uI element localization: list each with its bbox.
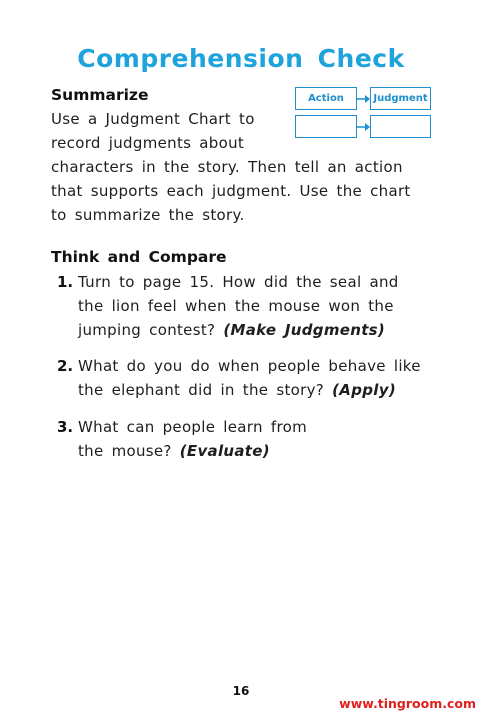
question-number: 3. bbox=[57, 418, 74, 436]
summarize-line: characters in the story. Then tell an action bbox=[51, 158, 403, 176]
arrow-right-icon bbox=[357, 120, 371, 134]
chart-header-judgment: Judgment bbox=[370, 87, 431, 110]
chart-cell-judgment bbox=[370, 115, 431, 138]
watermark: www.tingroom.com bbox=[339, 696, 476, 711]
think-compare-heading: Think and Compare bbox=[51, 248, 227, 266]
skill-tag: (Apply) bbox=[332, 381, 396, 399]
summarize-line: Use a Judgment Chart to bbox=[51, 110, 255, 128]
summarize-line: record judgments about bbox=[51, 134, 245, 152]
question-number: 2. bbox=[57, 357, 74, 375]
chart-header-action: Action bbox=[295, 87, 357, 110]
summarize-line: to summarize the story. bbox=[51, 206, 245, 224]
question-text: the mouse? bbox=[78, 442, 172, 460]
question-line bbox=[78, 381, 396, 399]
question-line bbox=[78, 321, 385, 339]
summarize-line: that supports each judgment. Use the chart bbox=[51, 182, 411, 200]
question-line: the lion feel when the mouse won the bbox=[78, 297, 394, 315]
question-line bbox=[78, 442, 270, 460]
question-text: the elephant did in the story? bbox=[78, 381, 325, 399]
question-line: Turn to page 15. How did the seal and bbox=[78, 273, 399, 291]
page-title: Comprehension Check bbox=[77, 44, 405, 73]
arrow-right-icon bbox=[357, 92, 371, 106]
skill-tag: (Evaluate) bbox=[179, 442, 270, 460]
chart-cell-action bbox=[295, 115, 357, 138]
question-line: What can people learn from bbox=[78, 418, 307, 436]
question-line: What do you do when people behave like bbox=[78, 357, 421, 375]
page-number: 16 bbox=[232, 684, 250, 698]
skill-tag: (Make Judgments) bbox=[223, 321, 386, 339]
question-text: jumping contest? bbox=[78, 321, 216, 339]
summarize-heading: Summarize bbox=[51, 86, 149, 104]
question-number: 1. bbox=[57, 273, 74, 291]
